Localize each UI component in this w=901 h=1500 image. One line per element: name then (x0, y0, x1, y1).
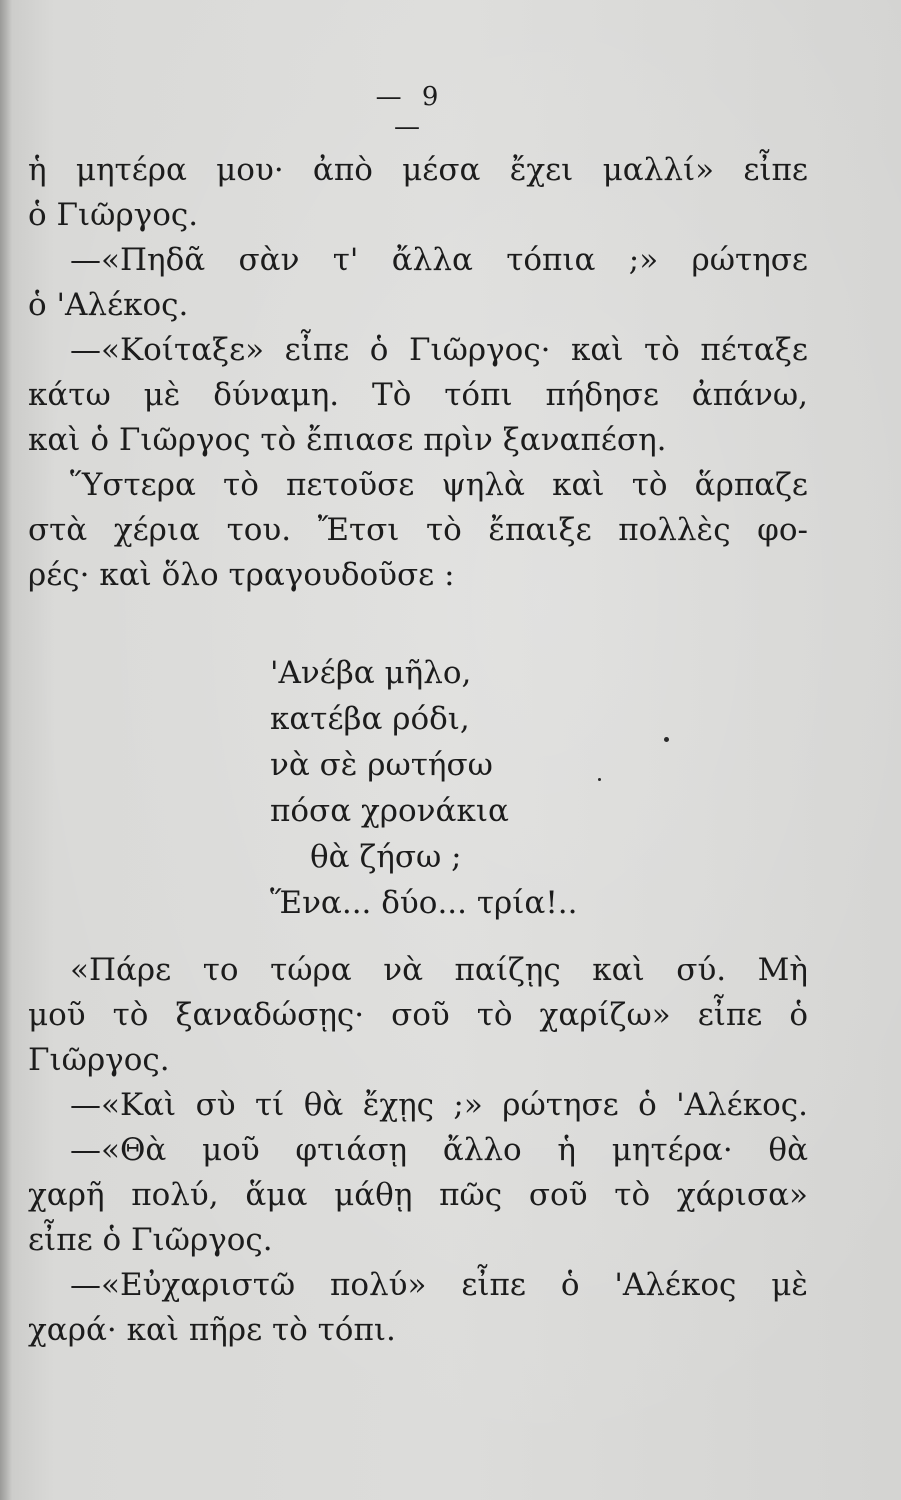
ink-speck (664, 737, 669, 742)
poem-stanza (270, 650, 578, 926)
text-line: μοῦ τὸ ξαναδώσῃς· σοῦ τὸ χαρίζω» εἶπε ὁ (28, 997, 808, 1033)
text-block-bottom (28, 948, 808, 1353)
text-line: ὁ Γιῶργος. (28, 197, 199, 233)
text-line: —«Πηδᾶ σὰν τ' ἄλλα τόπια ;» ρώτησε (70, 242, 808, 278)
text-line: —«Θὰ μοῦ φτιάσῃ ἄλλο ἡ μητέρα· θὰ (70, 1132, 808, 1168)
text-line: ἡ μητέρα μου· ἀπὸ μέσα ἔχει μαλλί» εἶπε (28, 152, 808, 188)
poem-line: Ἕνα... δύο... τρία!.. (270, 885, 578, 921)
text-line: Ὕστερα τὸ πετοῦσε ψηλὰ καὶ τὸ ἅρπαζε (70, 467, 808, 503)
page-spine-shadow (0, 0, 12, 1500)
text-line: —«Κοίταξε» εἶπε ὁ Γιῶργος· καὶ τὸ πέταξε (70, 332, 808, 368)
text-line: στὰ χέρια του. Ἔτσι τὸ ἔπαιξε πολλὲς φο- (28, 512, 808, 548)
text-line: ρές· καὶ ὅλο τραγουδοῦσε : (28, 557, 455, 593)
text-line: χαρά· καὶ πῆρε τὸ τόπι. (28, 1312, 396, 1348)
text-line: Γιῶργος. (28, 1042, 170, 1078)
text-line: —«Εὐχαριστῶ πολύ» εἶπε ὁ 'Αλέκος μὲ (70, 1267, 808, 1303)
poem-line: κατέβα ρόδι, (270, 701, 470, 737)
text-line: χαρῆ πολύ, ἅμα μάθῃ πῶς σοῦ τὸ χάρισα» (28, 1177, 808, 1213)
poem-line: 'Ανέβα μῆλο, (270, 655, 472, 691)
poem-line: νὰ σὲ ρωτήσω (270, 747, 493, 783)
text-line: κάτω μὲ δύναμη. Τὸ τόπι πήδησε ἀπάνω, (28, 377, 808, 413)
text-block-top (28, 148, 808, 598)
poem-line: θὰ ζήσω ; (310, 839, 462, 875)
text-line: εἶπε ὁ Γιῶργος. (28, 1222, 273, 1258)
text-line: καὶ ὁ Γιῶργος τὸ ἔπιασε πρὶν ξαναπέση. (28, 422, 667, 458)
poem-line: πόσα χρονάκια (270, 793, 509, 829)
text-line: ὁ 'Αλέκος. (28, 287, 189, 323)
text-line: —«Καὶ σὺ τί θὰ ἔχῃς ;» ρώτησε ὁ 'Αλέκος. (70, 1087, 808, 1123)
text-line: «Πάρε το τώρα νὰ παίζῃς καὶ σύ. Μὴ (70, 952, 808, 988)
page-number: — 9 — (375, 82, 445, 142)
ink-speck (598, 778, 601, 781)
